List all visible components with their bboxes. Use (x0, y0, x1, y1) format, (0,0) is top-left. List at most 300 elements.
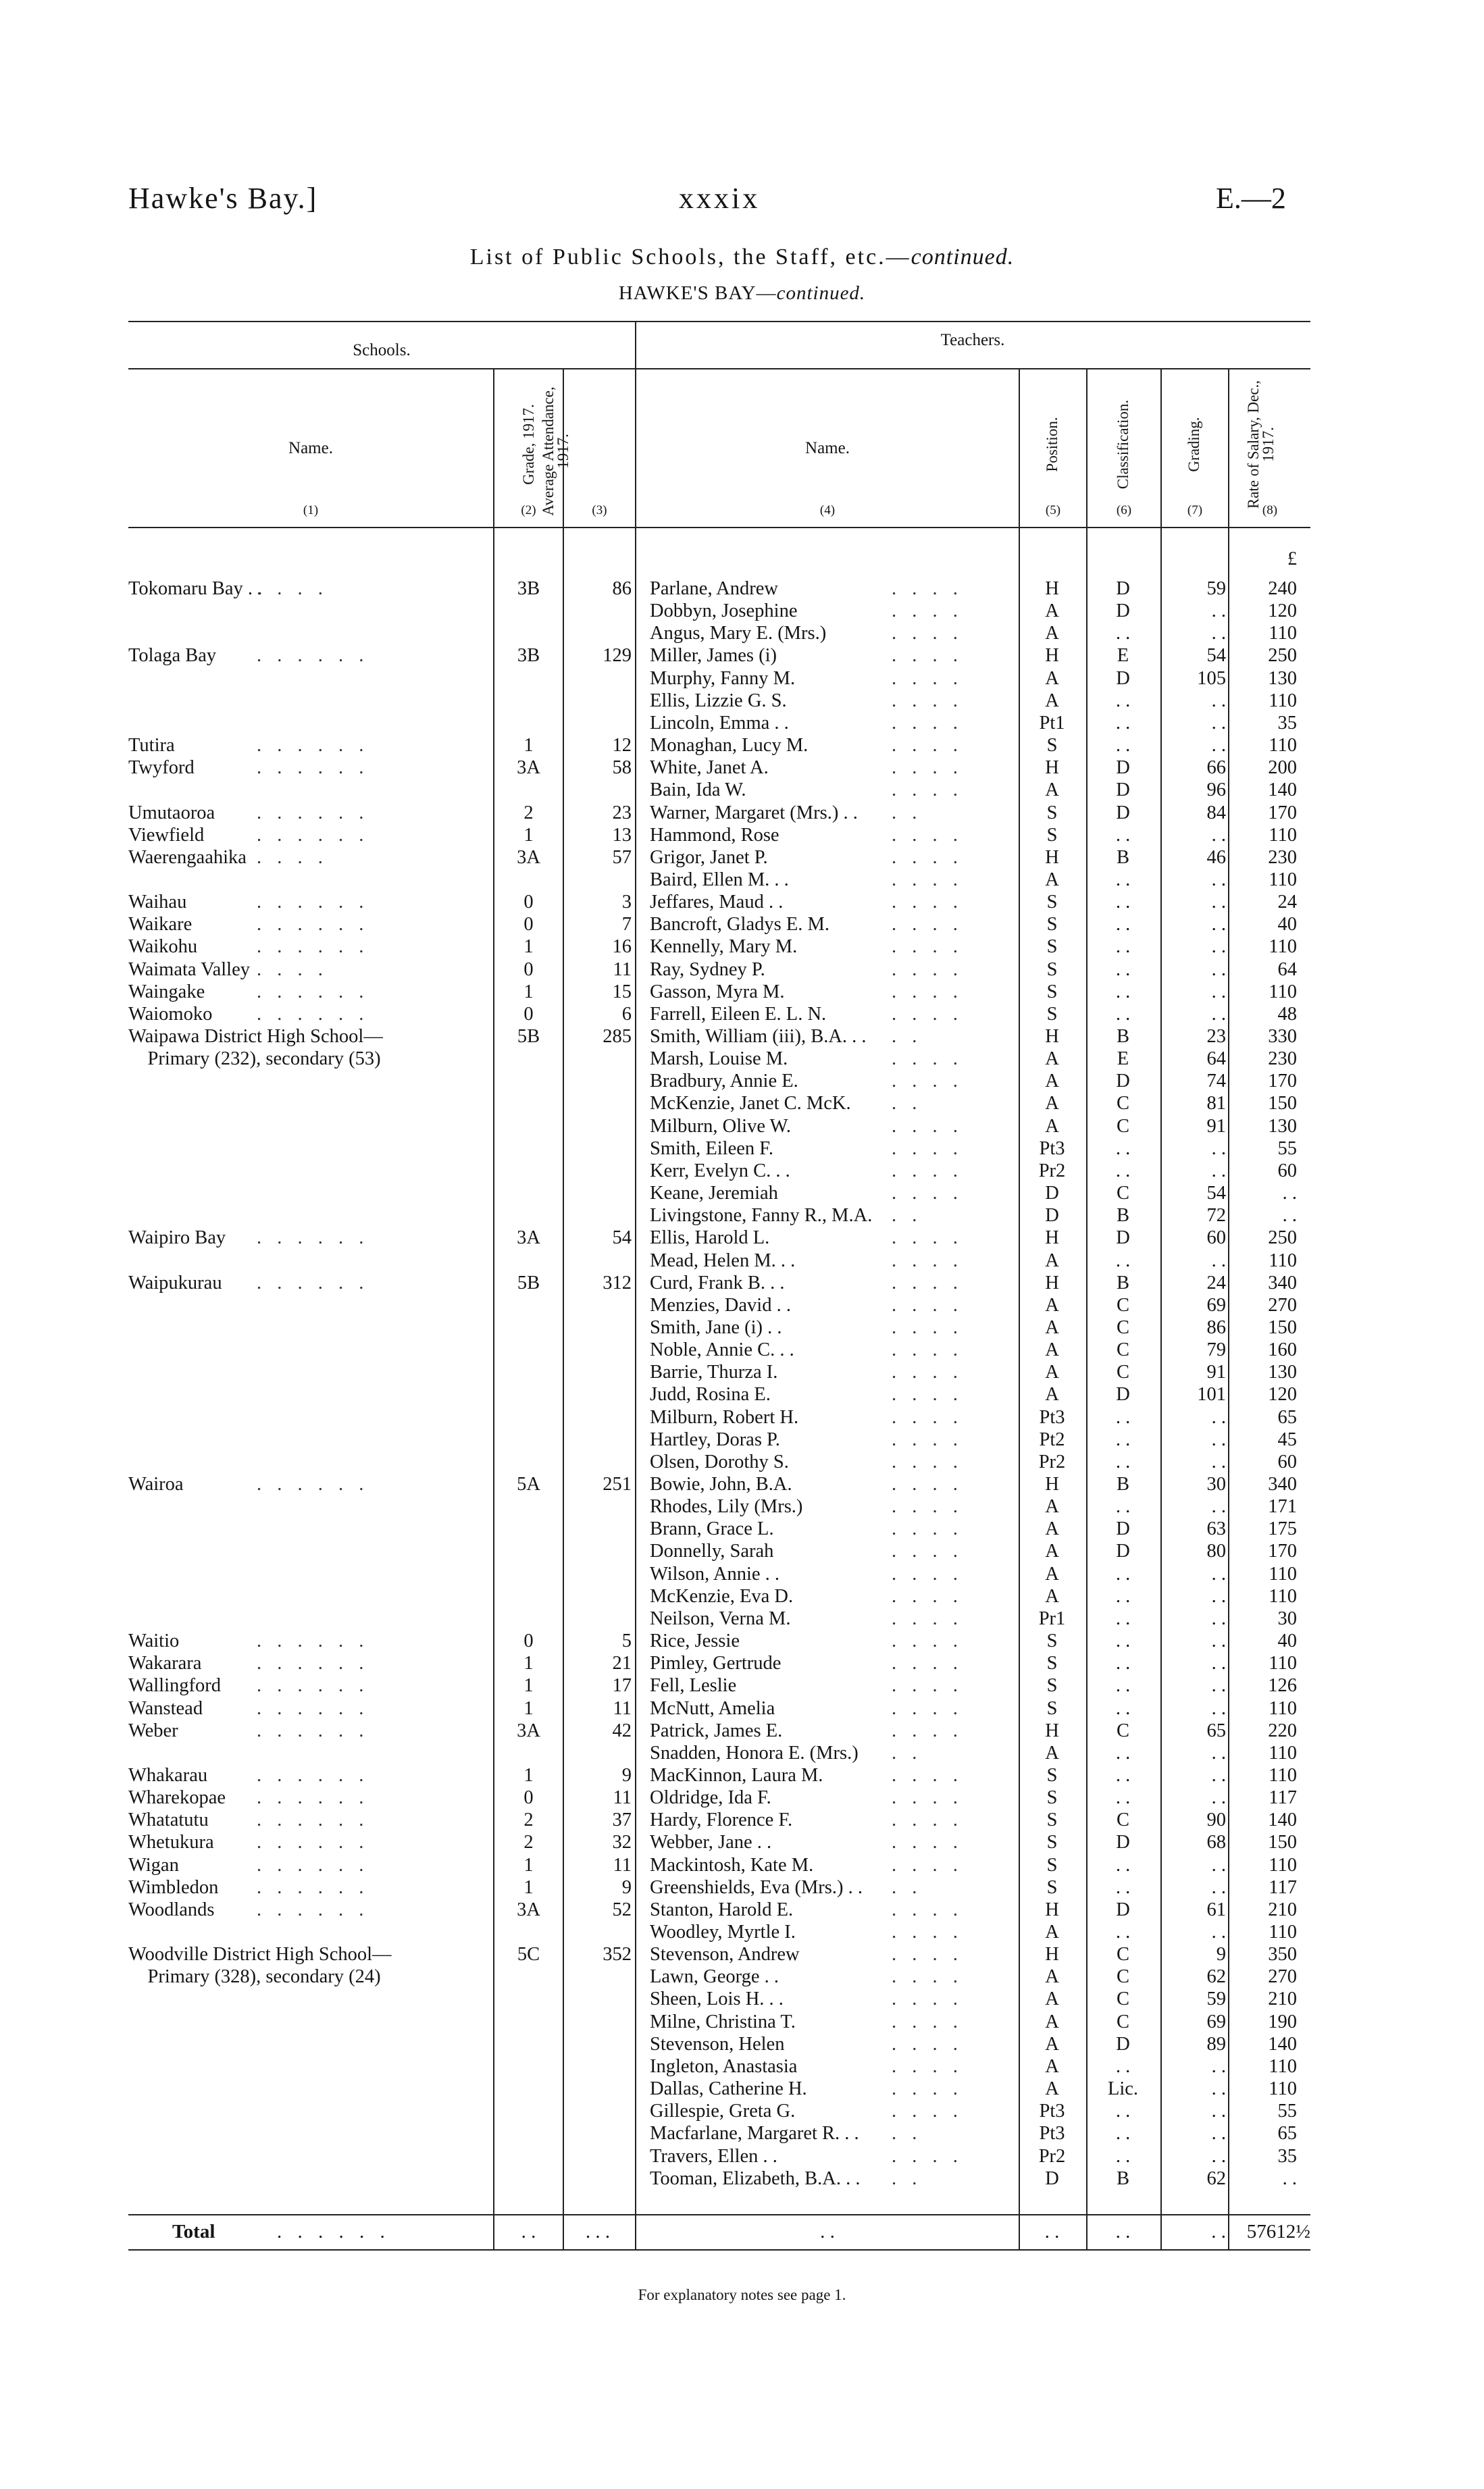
teacher-position: Pt3 (1039, 1137, 1065, 1159)
teacher-classification: C (1116, 1183, 1129, 1204)
teacher-grading: . . (1211, 1653, 1226, 1674)
teacher-name: Stevenson, Andrew (650, 1944, 800, 1966)
teacher-position: D (1045, 1183, 1059, 1204)
page-number: xxxix (679, 182, 761, 215)
teacher-classification: D (1116, 1541, 1130, 1562)
teacher-classification: C (1116, 1966, 1129, 1988)
teacher-classification: . . (1115, 1429, 1131, 1450)
teacher-salary: 130 (1268, 1115, 1297, 1137)
table-subtitle-main: HAWKE'S BAY— (618, 282, 777, 304)
teacher-salary: 330 (1268, 1026, 1297, 1047)
school-grade: 1 (523, 981, 534, 1002)
table-row (0, 802, 1484, 824)
teacher-salary: 64 (1277, 958, 1297, 980)
teacher-grading: . . (1211, 914, 1226, 935)
total-dots: . . . . . . (277, 2221, 390, 2242)
teacher-classification: C (1116, 1362, 1129, 1383)
teacher-grading: 64 (1206, 1048, 1226, 1070)
teacher-salary: 340 (1268, 1474, 1297, 1495)
teacher-position: A (1045, 1362, 1059, 1383)
teacher-grading: . . (1211, 1876, 1226, 1898)
school-leader-dots: . . . . . . (257, 1854, 369, 1876)
school-attendance: 21 (612, 1653, 632, 1674)
col-number-5: (5) (1045, 503, 1061, 517)
teacher-salary: 45 (1277, 1429, 1297, 1450)
teacher-leader-dots: . . . . (892, 824, 963, 846)
teacher-classification: C (1116, 1093, 1129, 1114)
teacher-leader-dots: . . . . (892, 1563, 963, 1585)
teacher-grading: 62 (1206, 1966, 1226, 1988)
teacher-leader-dots: . . . . (892, 1406, 963, 1428)
teacher-salary: 240 (1268, 578, 1297, 599)
teacher-leader-dots: . . . . (892, 712, 963, 734)
teacher-grading: . . (1211, 2145, 1226, 2167)
school-name: Waihau (128, 892, 187, 913)
table-row (0, 1966, 1484, 1988)
teacher-classification: . . (1115, 1922, 1131, 1943)
teacher-name: Ingleton, Anastasia (650, 2055, 798, 2077)
teacher-classification: . . (1115, 690, 1131, 711)
table-title-main: List of Public Schools, the Staff, etc.— (469, 245, 911, 270)
teacher-leader-dots: . . . . (892, 667, 963, 689)
teacher-grading: . . (1211, 824, 1226, 846)
school-grade: 5C (517, 1944, 540, 1966)
teacher-leader-dots: . . . . (892, 1137, 963, 1159)
teacher-salary: 210 (1268, 1899, 1297, 1920)
school-leader-dots: . . . . . . (257, 1764, 369, 1786)
teacher-leader-dots: . . . . (892, 1071, 963, 1092)
table-row (0, 891, 1484, 913)
teacher-leader-dots: . . (892, 1026, 923, 1047)
teacher-salary: 60 (1277, 1451, 1297, 1472)
teacher-leader-dots: . . . . (892, 2011, 963, 2032)
teacher-grading: . . (1211, 1496, 1226, 1518)
teacher-name: Miller, James (i) (650, 645, 777, 667)
teacher-salary: 110 (1269, 1653, 1297, 1674)
teacher-position: Pt3 (1039, 2101, 1065, 2122)
table-row (0, 1451, 1484, 1473)
table-subtitle-italic: continued. (776, 282, 866, 304)
table-row (0, 1406, 1484, 1429)
teacher-grading: 54 (1206, 645, 1226, 667)
table-row (0, 869, 1484, 891)
table-row (0, 2011, 1484, 2033)
teacher-name: Murphy, Fanny M. (650, 667, 796, 689)
teacher-classification: C (1116, 1810, 1129, 1831)
school-grade: 1 (523, 735, 534, 756)
teacher-name: Fell, Leslie (650, 1675, 737, 1697)
school-name: Waerengaahika (128, 846, 247, 868)
teacher-salary: 250 (1268, 1227, 1297, 1249)
teacher-name: Brann, Grace L. (650, 1518, 774, 1540)
teacher-leader-dots: . . . . (892, 1697, 963, 1719)
teacher-position: A (1045, 1384, 1059, 1406)
teacher-salary: 117 (1269, 1787, 1297, 1809)
teacher-classification: . . (1115, 1675, 1131, 1697)
teacher-name: Travers, Ellen . . (650, 2145, 777, 2167)
teacher-salary: 270 (1268, 1294, 1297, 1316)
teacher-position: A (1045, 1966, 1059, 1988)
rule-bottom (128, 2249, 1310, 2251)
teacher-name: Ray, Sydney P. (650, 958, 765, 980)
total-classification: . . (1115, 2221, 1131, 2242)
teacher-position: A (1045, 1294, 1059, 1316)
teacher-position: S (1046, 1764, 1058, 1786)
teacher-classification: D (1116, 779, 1130, 801)
school-attendance: 11 (613, 1854, 632, 1876)
teacher-grading: . . (1211, 1631, 1226, 1652)
table-row (0, 1025, 1484, 1048)
document-reference: E.—2 (1216, 182, 1286, 215)
teacher-salary: 170 (1268, 1541, 1297, 1562)
school-grade: 3A (517, 1227, 540, 1249)
teacher-position: A (1045, 690, 1059, 711)
teacher-salary: 65 (1277, 1406, 1297, 1428)
table-row (0, 667, 1484, 690)
school-name: Waiomoko (128, 1003, 213, 1025)
teacher-name: Snadden, Honora E. (Mrs.) (650, 1742, 859, 1764)
teacher-grading: 23 (1206, 1026, 1226, 1047)
teacher-classification: . . (1115, 1697, 1131, 1719)
school-leader-dots: . . . . . . (257, 1272, 369, 1293)
teacher-name: Judd, Rosina E. (650, 1384, 771, 1406)
teacher-classification: B (1116, 1026, 1129, 1047)
teacher-grading: 86 (1206, 1316, 1226, 1338)
teacher-grading: 105 (1197, 667, 1226, 689)
teacher-name: Hammond, Rose (650, 824, 779, 846)
table-row (0, 1608, 1484, 1630)
teacher-grading: 80 (1206, 1541, 1226, 1562)
teacher-name: Smith, Jane (i) . . (650, 1316, 782, 1338)
teacher-position: H (1045, 1026, 1059, 1047)
teacher-leader-dots: . . . . (892, 1541, 963, 1562)
table-row (0, 1742, 1484, 1764)
teacher-salary: 270 (1268, 1966, 1297, 1988)
teacher-grading: . . (1211, 1406, 1226, 1428)
teacher-salary: 35 (1277, 2145, 1297, 2167)
school-name: Wallingford (128, 1675, 222, 1697)
teacher-salary: 110 (1269, 1585, 1297, 1607)
school-grade: 0 (523, 892, 534, 913)
table-row (0, 1585, 1484, 1608)
teacher-name: Gillespie, Greta G. (650, 2101, 796, 2122)
teacher-position: A (1045, 1316, 1059, 1338)
school-name: Tutira (128, 735, 175, 756)
teacher-classification: . . (1115, 2055, 1131, 2077)
teacher-name: Rhodes, Lily (Mrs.) (650, 1496, 803, 1518)
teacher-salary: 110 (1269, 1922, 1297, 1943)
teacher-classification: . . (1115, 1631, 1131, 1652)
table-row (0, 1495, 1484, 1518)
teacher-salary: 160 (1268, 1339, 1297, 1361)
school-leader-dots: . . . . . . (257, 1876, 369, 1898)
teacher-grading: 91 (1206, 1362, 1226, 1383)
teacher-grading: . . (1211, 1451, 1226, 1472)
teacher-position: S (1046, 1854, 1058, 1876)
teacher-name: Grigor, Janet P. (650, 846, 768, 868)
school-grade: 3A (517, 846, 540, 868)
teacher-position: A (1045, 1496, 1059, 1518)
school-attendance: 251 (603, 1474, 632, 1495)
school-attendance: 285 (603, 1026, 632, 1047)
table-row (0, 1764, 1484, 1787)
teacher-name: Mackintosh, Kate M. (650, 1854, 814, 1876)
school-leader-dots: . . . . . . (257, 1810, 369, 1831)
teacher-name: Oldridge, Ida F. (650, 1787, 771, 1809)
teacher-grading: . . (1211, 712, 1226, 734)
col-number-3: (3) (592, 503, 607, 517)
school-attendance: 17 (612, 1675, 632, 1697)
teacher-leader-dots: . . . . (892, 892, 963, 913)
school-leader-dots: . . . . . . (257, 802, 369, 823)
teacher-position: S (1046, 1787, 1058, 1809)
teacher-salary: 110 (1269, 1697, 1297, 1719)
teacher-classification: B (1116, 1272, 1129, 1293)
teacher-salary: 110 (1269, 1764, 1297, 1786)
running-head-left: Hawke's Bay.] (128, 182, 318, 215)
teacher-position: S (1046, 914, 1058, 935)
school-name: Waikare (128, 914, 193, 935)
school-leader-dots: . . . . (257, 958, 328, 980)
school-name: Twyford (128, 757, 195, 779)
col-heading-teacher-name: Name. (805, 439, 850, 457)
teacher-classification: B (1116, 1474, 1129, 1495)
teacher-leader-dots: . . . . (892, 936, 963, 958)
school-grade: 2 (523, 1810, 534, 1831)
table-row (0, 1294, 1484, 1316)
teacher-name: Kennelly, Mary M. (650, 936, 798, 958)
school-grade: 0 (523, 1787, 534, 1809)
teacher-classification: C (1116, 1316, 1129, 1338)
teacher-classification: . . (1115, 1451, 1131, 1472)
teacher-leader-dots: . . . . (892, 1250, 963, 1271)
teacher-grading: 89 (1206, 2033, 1226, 2055)
teacher-grading: 84 (1206, 802, 1226, 823)
school-name: Whetukura (128, 1832, 214, 1853)
teacher-leader-dots: . . . . (892, 1988, 963, 2010)
table-row (0, 958, 1484, 981)
teacher-position: S (1046, 1697, 1058, 1719)
school-name: Wairoa (128, 1474, 184, 1495)
teacher-grading: . . (1211, 600, 1226, 622)
teacher-classification: . . (1115, 2145, 1131, 2167)
teacher-grading: . . (1211, 1003, 1226, 1025)
teacher-salary: 170 (1268, 1071, 1297, 1092)
school-grade: 1 (523, 1854, 534, 1876)
table-row (0, 1339, 1484, 1361)
col-number-8: (8) (1262, 503, 1278, 517)
teacher-salary: 35 (1277, 712, 1297, 734)
teacher-leader-dots: . . . . (892, 1451, 963, 1472)
school-attendance: 16 (612, 936, 632, 958)
table-row (0, 2055, 1484, 2078)
school-leader-dots: . . . . . . (257, 757, 369, 779)
table-row (0, 1115, 1484, 1137)
teacher-leader-dots: . . . . (892, 1474, 963, 1495)
table-row (0, 1092, 1484, 1114)
school-name: Wakarara (128, 1653, 202, 1674)
teacher-classification: D (1116, 1832, 1130, 1853)
school-name: Wanstead (128, 1697, 203, 1719)
teacher-classification: E (1117, 1048, 1129, 1070)
school-leader-dots: . . . . . . (257, 645, 369, 667)
teacher-position: Pr1 (1038, 1608, 1066, 1629)
table-row (0, 1540, 1484, 1562)
school-name: Waingake (128, 981, 205, 1002)
school-leader-dots: . . . . . . (257, 892, 369, 913)
school-grade: 5A (517, 1474, 540, 1495)
teacher-salary: 110 (1269, 690, 1297, 711)
table-row (0, 600, 1484, 622)
teacher-classification: D (1116, 802, 1130, 823)
school-grade: 1 (523, 1653, 534, 1674)
table-row (0, 756, 1484, 779)
school-leader-dots: . . . . . . (257, 914, 369, 935)
teacher-salary: 110 (1269, 2055, 1297, 2077)
school-name: Woodville District High School— (128, 1944, 392, 1966)
teacher-classification: C (1116, 1720, 1129, 1741)
teacher-grading: . . (1211, 2123, 1226, 2145)
teacher-salary: 40 (1277, 914, 1297, 935)
school-attendance: 12 (612, 735, 632, 756)
school-name: Waipiro Bay (128, 1227, 226, 1249)
teacher-classification: D (1116, 578, 1130, 599)
school-attendance: 32 (612, 1832, 632, 1853)
teacher-name: McNutt, Amelia (650, 1697, 775, 1719)
teacher-salary: 65 (1277, 2123, 1297, 2145)
teacher-name: Olsen, Dorothy S. (650, 1451, 789, 1472)
table-row (0, 2100, 1484, 2122)
teacher-position: S (1046, 1810, 1058, 1831)
table-row (0, 1518, 1484, 1540)
table-row (0, 1899, 1484, 1921)
teacher-leader-dots: . . . . (892, 1429, 963, 1450)
teacher-leader-dots: . . . . (892, 1787, 963, 1809)
teacher-salary: 55 (1277, 2101, 1297, 2122)
table-row (0, 1809, 1484, 1831)
teacher-grading: 69 (1206, 2011, 1226, 2032)
table-row (0, 2145, 1484, 2167)
col-heading-position: Position. (1044, 417, 1060, 472)
school-attendance: 86 (612, 578, 632, 599)
teacher-name: Gasson, Myra M. (650, 981, 785, 1002)
school-grade: 1 (523, 1764, 534, 1786)
teacher-salary: 190 (1268, 2011, 1297, 2032)
teacher-leader-dots: . . . . (892, 600, 963, 622)
table-row (0, 1272, 1484, 1294)
total-grading: . . (1211, 2221, 1226, 2242)
teacher-leader-dots: . . . . (892, 645, 963, 667)
teacher-name: Macfarlane, Margaret R. . . (650, 2123, 859, 2145)
total-teacher: . . (820, 2221, 835, 2242)
table-row (0, 578, 1484, 600)
school-attendance: 11 (613, 1787, 632, 1809)
school-attendance: 11 (613, 1697, 632, 1719)
table-row (0, 1160, 1484, 1182)
school-attendance: 9 (621, 1764, 632, 1786)
teacher-name: Hardy, Florence F. (650, 1810, 793, 1831)
teacher-position: S (1046, 735, 1058, 756)
teacher-leader-dots: . . (892, 1093, 923, 1114)
teacher-salary: 171 (1268, 1496, 1297, 1518)
teacher-position: S (1046, 1876, 1058, 1898)
teacher-position: A (1045, 1093, 1059, 1114)
teacher-classification: C (1116, 1115, 1129, 1137)
table-row (0, 1697, 1484, 1720)
teacher-leader-dots: . . . . (892, 623, 963, 644)
teacher-name: Woodley, Myrtle I. (650, 1922, 796, 1943)
table-row (0, 1250, 1484, 1272)
school-grade: 1 (523, 1697, 534, 1719)
table-title (0, 245, 1484, 270)
table-row (0, 1943, 1484, 1966)
table-row (0, 1316, 1484, 1339)
group-heading-teachers: Teachers. (940, 331, 1005, 349)
teacher-leader-dots: . . . . (892, 690, 963, 711)
teacher-grading: . . (1211, 1854, 1226, 1876)
teacher-position: A (1045, 1922, 1059, 1943)
table-row (0, 1988, 1484, 2010)
group-heading-schools: Schools. (353, 341, 411, 359)
teacher-grading: 59 (1206, 578, 1226, 599)
teacher-position: A (1045, 1339, 1059, 1361)
school-attendance: 5 (621, 1631, 632, 1652)
teacher-classification: D (1116, 2033, 1130, 2055)
teacher-classification: . . (1115, 824, 1131, 846)
teacher-leader-dots: . . (892, 1742, 923, 1764)
teacher-grading: . . (1211, 1250, 1226, 1271)
teacher-name: Pimley, Gertrude (650, 1653, 782, 1674)
teacher-leader-dots: . . . . (892, 735, 963, 756)
teacher-name: Baird, Ellen M. . . (650, 869, 789, 890)
teacher-name: Bowie, John, B.A. (650, 1474, 792, 1495)
currency-symbol: £ (1287, 548, 1297, 569)
teacher-salary: 126 (1268, 1675, 1297, 1697)
teacher-leader-dots: . . . . (892, 578, 963, 599)
teacher-grading: 72 (1206, 1205, 1226, 1227)
teacher-salary: 110 (1269, 735, 1297, 756)
school-name: Whatatutu (128, 1810, 209, 1831)
teacher-salary: 130 (1268, 667, 1297, 689)
teacher-classification: . . (1115, 1608, 1131, 1629)
teacher-grading: . . (1211, 2055, 1226, 2077)
teacher-position: A (1045, 2011, 1059, 2032)
teacher-grading: 59 (1206, 1988, 1226, 2010)
teacher-classification: B (1116, 2167, 1129, 2189)
school-name: Waitio (128, 1631, 180, 1652)
teacher-name: Lincoln, Emma . . (650, 712, 789, 734)
teacher-classification: . . (1115, 892, 1131, 913)
col-heading-grading: Grading. (1185, 417, 1202, 472)
teacher-position: S (1046, 1003, 1058, 1025)
school-attendance: 52 (612, 1899, 632, 1920)
teacher-grading: . . (1211, 2101, 1226, 2122)
teacher-position: Pt2 (1039, 1429, 1065, 1450)
table-row (0, 1876, 1484, 1899)
teacher-salary: . . (1282, 1205, 1297, 1227)
school-attendance: 3 (621, 892, 632, 913)
teacher-leader-dots: . . . . (892, 1899, 963, 1920)
teacher-position: A (1045, 1518, 1059, 1540)
teacher-position: A (1045, 1585, 1059, 1607)
teacher-name: Webber, Jane . . (650, 1832, 772, 1853)
teacher-classification: . . (1115, 958, 1131, 980)
school-grade: 5B (517, 1272, 540, 1293)
teacher-salary: 175 (1268, 1518, 1297, 1540)
teacher-leader-dots: . . (892, 2167, 923, 2189)
teacher-grading: 63 (1206, 1518, 1226, 1540)
school-attendance: 13 (612, 824, 632, 846)
